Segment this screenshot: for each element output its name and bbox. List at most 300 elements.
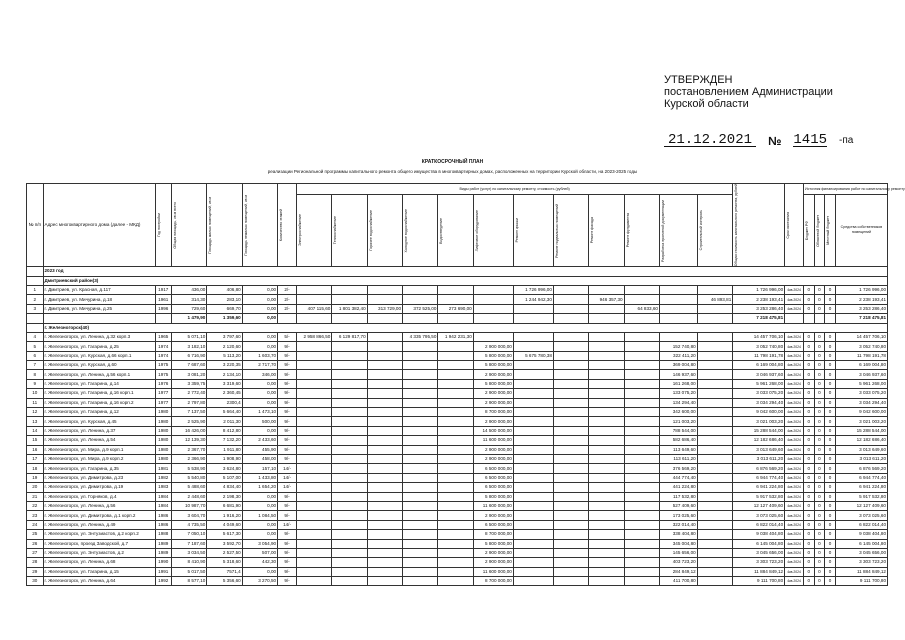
row-fund-local: 0 <box>825 351 836 360</box>
row-number: 27 <box>27 548 44 557</box>
header-work-11: Разработка проектной документации <box>660 199 665 262</box>
row-work-cost: 8 700 000,00 <box>473 408 513 417</box>
row-floors: 9/- <box>278 455 297 464</box>
row-work-cost <box>513 342 553 351</box>
row-term: 4кв.2024 <box>785 417 804 426</box>
row-address: г. Железногорск, ул. Ленина, д.56 <box>43 501 155 510</box>
row-address: г. Дмитриев, ул. Мичурина, д.25 <box>43 304 155 313</box>
row-work-cost <box>553 342 588 351</box>
row-work-cost <box>659 295 697 304</box>
row-term: 4кв.2024 <box>785 483 804 492</box>
row-floors: 9/- <box>278 539 297 548</box>
row-fund-local: 0 <box>825 539 836 548</box>
row-total-cost: 3 303 723,20 <box>733 558 785 567</box>
row-fund-federal: 0 <box>803 342 814 351</box>
header-work-10: Ремонт фундамента <box>625 213 630 248</box>
row-work-cost: 372 525,00 <box>403 304 438 313</box>
row-work-cost: 342 600,00 <box>659 408 697 417</box>
row-total-area: 3 182,10 <box>172 342 207 351</box>
row-work-cost <box>697 548 733 557</box>
row-work-cost: 6 500 000,00 <box>473 520 513 529</box>
row-fund-local: 0 <box>825 417 836 426</box>
row-fund-federal: 0 <box>803 351 814 360</box>
row-work-cost <box>332 408 367 417</box>
approval-line-1: УТВЕРЖДЕН <box>664 74 733 86</box>
row-work-cost: 11 600 000,00 <box>473 501 513 510</box>
row-work-cost <box>697 304 733 313</box>
row-work-cost <box>438 558 473 567</box>
row-floors: 9/- <box>278 530 297 539</box>
row-work-cost <box>553 370 588 379</box>
row-total-cost: 14 457 706,10 <box>733 332 785 341</box>
row-work-cost <box>332 379 367 388</box>
row-living-area: 2 360,45 <box>207 389 242 398</box>
row-term: 4кв.2024 <box>785 539 804 548</box>
row-work-cost: 788 544,00 <box>659 426 697 435</box>
row-address: г. Железногорск, ул. Курская, д.45 <box>43 417 155 426</box>
row-floors: 9/- <box>278 398 297 407</box>
row-work-cost <box>589 445 624 454</box>
approval-number: 1415 <box>793 132 828 148</box>
table-row <box>27 285 888 294</box>
row-address: г. Железногорск, ул. Горняков, д.4 <box>43 492 155 501</box>
row-number: 21 <box>27 492 44 501</box>
row-work-cost <box>589 577 624 586</box>
row-work-cost <box>296 426 331 435</box>
row-fund-owners: 3 046 937,60 <box>835 370 887 379</box>
subtotal-empty-cell <box>785 314 804 323</box>
table-row <box>27 548 888 557</box>
row-work-cost <box>624 455 659 464</box>
row-num-cell <box>27 267 44 276</box>
row-work-cost: 2 900 000,00 <box>473 445 513 454</box>
row-work-cost <box>589 417 624 426</box>
row-fund-federal: 0 <box>803 370 814 379</box>
row-work-cost <box>403 426 438 435</box>
row-living-area: 2 527,50 <box>207 548 242 557</box>
row-nonliving-area: 0,00 <box>242 304 277 313</box>
row-living-area: 5 107,00 <box>207 473 242 482</box>
row-work-cost <box>697 567 733 576</box>
row-total-cost: 11 798 191,78 <box>733 351 785 360</box>
row-work-cost <box>438 483 473 492</box>
row-term: 4кв.2024 <box>785 398 804 407</box>
row-fund-federal: 0 <box>803 389 814 398</box>
table-row <box>27 492 888 501</box>
row-total-area: 10 987,70 <box>172 501 207 510</box>
row-number: 18 <box>27 464 44 473</box>
row-work-cost <box>438 530 473 539</box>
row-work-cost: 6 500 000,00 <box>473 473 513 482</box>
approval-line-2: постановлением Администрации <box>664 86 833 98</box>
approval-date: 21.12.2021 <box>664 134 756 147</box>
row-work-cost <box>624 379 659 388</box>
row-work-cost: 284 849,12 <box>659 567 697 576</box>
row-floors: 2/- <box>278 304 297 313</box>
row-total-cost: 3 013 611,20 <box>733 455 785 464</box>
row-fund-regional: 0 <box>814 370 825 379</box>
row-fund-owners: 3 013 649,60 <box>835 445 887 454</box>
row-year: 1992 <box>155 577 172 586</box>
row-work-cost <box>332 511 367 520</box>
row-work-cost <box>589 464 624 473</box>
row-term: 4кв.2024 <box>785 370 804 379</box>
row-work-cost <box>296 539 331 548</box>
row-fund-federal: 0 <box>803 408 814 417</box>
row-term: 4кв.2024 <box>785 530 804 539</box>
row-address: г. Железногорск, ул. Ленина, д.37 <box>43 426 155 435</box>
header-floors: Количество этажей <box>279 209 284 242</box>
row-total-cost: 3 021 003,20 <box>733 417 785 426</box>
row-term: 4кв.2024 <box>785 492 804 501</box>
row-total-cost: 6 169 004,80 <box>733 361 785 370</box>
row-work-cost <box>403 483 438 492</box>
row-work-cost <box>697 473 733 482</box>
header-fund-4: Средства собственников помещений <box>835 194 887 266</box>
row-term: 4кв.2024 <box>785 548 804 557</box>
row-number: 7 <box>27 361 44 370</box>
row-work-cost <box>403 361 438 370</box>
row-living-area: 1 908,90 <box>207 455 242 464</box>
row-work-cost <box>403 295 438 304</box>
row-work-cost <box>589 285 624 294</box>
row-work-cost <box>697 577 733 586</box>
row-total-cost: 6 822 014,40 <box>733 520 785 529</box>
row-work-cost <box>624 511 659 520</box>
row-work-cost: 4 335 795,50 <box>403 332 438 341</box>
row-total-cost: 6 944 774,40 <box>733 473 785 482</box>
row-work-cost <box>697 379 733 388</box>
row-floors: 9/- <box>278 370 297 379</box>
row-fund-regional: 0 <box>814 361 825 370</box>
row-fund-regional: 0 <box>814 520 825 529</box>
row-work-cost <box>513 379 553 388</box>
table-row <box>27 295 888 304</box>
row-work-cost: 5 800 000,00 <box>473 492 513 501</box>
row-work-cost <box>624 332 659 341</box>
header-fund-2: Областной бюджет <box>815 214 820 247</box>
row-work-cost <box>513 370 553 379</box>
row-work-cost <box>589 539 624 548</box>
row-work-cost <box>296 577 331 586</box>
subtotal-work-cell <box>473 314 513 323</box>
row-work-cost <box>513 520 553 529</box>
row-fund-federal: 0 <box>803 426 814 435</box>
row-work-cost <box>513 501 553 510</box>
row-work-cost <box>697 408 733 417</box>
row-total-cost: 6 876 569,20 <box>733 464 785 473</box>
row-work-cost <box>367 361 402 370</box>
header-fund-3: Местный бюджет <box>826 216 831 245</box>
row-fund-regional: 0 <box>814 426 825 435</box>
table-row <box>27 501 888 510</box>
row-fund-federal: 0 <box>803 511 814 520</box>
row-year: 1980 <box>155 426 172 435</box>
row-total-cost: 6 941 224,80 <box>733 483 785 492</box>
row-work-cost <box>697 520 733 529</box>
row-work-cost <box>403 370 438 379</box>
row-number: 3 <box>27 304 44 313</box>
row-fund-regional: 0 <box>814 539 825 548</box>
row-work-cost <box>332 417 367 426</box>
row-work-cost <box>438 417 473 426</box>
row-work-cost <box>513 455 553 464</box>
row-fund-local: 0 <box>825 285 836 294</box>
row-fund-local: 0 <box>825 548 836 557</box>
header-work-12: Строительный контроль <box>698 210 703 251</box>
row-work-cost <box>403 492 438 501</box>
row-work-cost <box>473 285 513 294</box>
row-total-cost: 12 182 686,40 <box>733 436 785 445</box>
row-work-cost <box>296 379 331 388</box>
row-living-area: 3 624,80 <box>207 464 242 473</box>
table-row <box>27 511 888 520</box>
row-total-cost: 11 884 849,12 <box>733 567 785 576</box>
row-fund-owners: 3 013 611,20 <box>835 455 887 464</box>
row-work-cost <box>438 436 473 445</box>
row-fund-federal: 0 <box>803 417 814 426</box>
row-work-cost <box>697 351 733 360</box>
row-total-area: 5 071,10 <box>172 332 207 341</box>
table-row <box>27 436 888 445</box>
row-work-cost <box>332 530 367 539</box>
row-address: г. Железногорск, ул. Курская, д.60 <box>43 361 155 370</box>
row-work-cost <box>624 370 659 379</box>
row-work-cost <box>403 379 438 388</box>
row-fund-federal: 0 <box>803 577 814 586</box>
row-work-cost <box>403 530 438 539</box>
row-year: 1917 <box>155 285 172 294</box>
row-number: 22 <box>27 501 44 510</box>
row-total-area: 7 050,10 <box>172 530 207 539</box>
row-work-cost <box>367 408 402 417</box>
row-work-cost <box>659 304 697 313</box>
row-fund-local: 0 <box>825 511 836 520</box>
row-work-cost <box>589 558 624 567</box>
row-fund-regional: 0 <box>814 445 825 454</box>
row-term: 4кв.2024 <box>785 520 804 529</box>
row-work-cost <box>513 511 553 520</box>
row-fund-federal: 0 <box>803 361 814 370</box>
row-work-cost <box>296 473 331 482</box>
row-work-cost <box>367 548 402 557</box>
row-year: 1975 <box>155 361 172 370</box>
row-work-cost <box>438 426 473 435</box>
row-number: 28 <box>27 558 44 567</box>
row-work-cost <box>438 492 473 501</box>
subtotal-work-cell <box>553 314 588 323</box>
subtotal-owner-funds: 7 218 475,81 <box>835 314 887 323</box>
row-work-cost <box>367 492 402 501</box>
row-work-cost: 369 004,80 <box>659 361 697 370</box>
row-year: 1980 <box>155 445 172 454</box>
row-fund-local: 0 <box>825 370 836 379</box>
row-number: 25 <box>27 530 44 539</box>
row-term: 4кв.2024 <box>785 361 804 370</box>
row-work-cost: 146 937,60 <box>659 370 697 379</box>
row-work-cost: 5 800 000,00 <box>473 361 513 370</box>
row-work-cost <box>403 464 438 473</box>
row-work-cost <box>553 511 588 520</box>
subtotal-work-cell <box>624 314 659 323</box>
row-fund-federal: 0 <box>803 473 814 482</box>
row-work-cost <box>553 577 588 586</box>
row-fund-local: 0 <box>825 558 836 567</box>
row-work-cost <box>403 436 438 445</box>
row-floors: 14/- <box>278 464 297 473</box>
row-total-cost: 5 917 532,80 <box>733 492 785 501</box>
row-term: 4кв.2024 <box>785 351 804 360</box>
row-term: 4кв.2024 <box>785 558 804 567</box>
row-nonliving-area: 0,00 <box>242 501 277 510</box>
row-work-cost: 1 726 996,00 <box>513 285 553 294</box>
plan-table-body <box>27 267 888 586</box>
subtotal-work-cell <box>659 314 697 323</box>
row-fund-regional: 0 <box>814 295 825 304</box>
row-work-cost <box>513 389 553 398</box>
row-work-cost <box>367 520 402 529</box>
row-work-cost <box>332 445 367 454</box>
row-total-area: 2 525,90 <box>172 417 207 426</box>
row-work-cost: 376 569,20 <box>659 464 697 473</box>
row-work-cost <box>367 370 402 379</box>
row-work-cost <box>697 398 733 407</box>
row-total-cost: 3 013 649,60 <box>733 445 785 454</box>
row-number: 6 <box>27 351 44 360</box>
row-nonliving-area: 3 270,50 <box>242 577 277 586</box>
row-fund-local: 0 <box>825 501 836 510</box>
row-work-cost <box>697 483 733 492</box>
row-fund-local: 0 <box>825 455 836 464</box>
row-work-cost <box>332 577 367 586</box>
row-work-cost <box>367 295 402 304</box>
row-work-cost <box>659 332 697 341</box>
table-row <box>27 455 888 464</box>
row-work-cost <box>553 548 588 557</box>
row-work-cost <box>332 567 367 576</box>
row-fund-regional: 0 <box>814 417 825 426</box>
row-fund-local: 0 <box>825 445 836 454</box>
row-nonliving-area: 507,00 <box>242 548 277 557</box>
row-fund-regional: 0 <box>814 408 825 417</box>
row-fund-federal: 0 <box>803 567 814 576</box>
row-work-cost <box>624 361 659 370</box>
row-fund-owners: 9 111 700,80 <box>835 577 887 586</box>
table-row <box>27 567 888 576</box>
row-work-cost <box>367 558 402 567</box>
row-living-area: 2 120,60 <box>207 342 242 351</box>
row-living-area: 7 132,20 <box>207 436 242 445</box>
row-term: 4кв.2024 <box>785 285 804 294</box>
row-nonliving-area: 0,00 <box>242 567 277 576</box>
row-work-cost <box>624 539 659 548</box>
row-work-cost <box>332 539 367 548</box>
row-work-cost <box>296 501 331 510</box>
row-work-cost <box>513 426 553 435</box>
row-work-cost <box>296 548 331 557</box>
row-living-area: 7571,4 <box>207 567 242 576</box>
row-total-cost: 3 034 294,40 <box>733 398 785 407</box>
row-work-cost: 152 740,80 <box>659 342 697 351</box>
row-work-cost <box>513 408 553 417</box>
row-work-cost <box>367 436 402 445</box>
row-work-cost <box>697 455 733 464</box>
table-row <box>27 398 888 407</box>
row-total-area: 3 359,75 <box>172 379 207 388</box>
row-term: 4кв.2024 <box>785 445 804 454</box>
table-row <box>27 539 888 548</box>
approval-signature <box>664 134 853 147</box>
row-address: г. Железногорск, ул. Гагарина, д.25 <box>43 342 155 351</box>
row-work-cost <box>589 455 624 464</box>
row-work-cost <box>697 530 733 539</box>
row-fund-regional: 0 <box>814 351 825 360</box>
row-work-cost <box>624 445 659 454</box>
row-work-cost: 582 686,40 <box>659 436 697 445</box>
row-work-cost <box>624 408 659 417</box>
row-living-area: 2 134,10 <box>207 370 242 379</box>
table-row <box>27 389 888 398</box>
row-fund-federal: 0 <box>803 379 814 388</box>
row-work-cost: 11 600 000,00 <box>473 567 513 576</box>
row-work-cost <box>367 567 402 576</box>
row-work-cost: 273 690,00 <box>438 304 473 313</box>
row-work-cost <box>513 567 553 576</box>
row-work-cost: 322 014,40 <box>659 520 697 529</box>
row-fund-owners: 3 045 656,00 <box>835 548 887 557</box>
row-work-cost <box>624 520 659 529</box>
table-row <box>27 426 888 435</box>
row-fund-local: 0 <box>825 567 836 576</box>
row-work-cost <box>624 492 659 501</box>
row-work-cost <box>473 332 513 341</box>
row-work-cost <box>296 558 331 567</box>
row-nonliving-area: 0,00 <box>242 520 277 529</box>
row-year: 1975 <box>155 370 172 379</box>
row-fund-local: 0 <box>825 464 836 473</box>
row-number: 14 <box>27 426 44 435</box>
row-address: г. Железногорск, ул. Димитрова, д.1 корп.2 <box>43 511 155 520</box>
row-total-area: 5 017,50 <box>172 567 207 576</box>
row-term: 4кв.2024 <box>785 473 804 482</box>
section-row <box>27 276 888 285</box>
row-work-cost <box>296 567 331 576</box>
row-fund-regional: 0 <box>814 501 825 510</box>
row-work-cost <box>367 398 402 407</box>
row-total-cost: 9 111 700,80 <box>733 577 785 586</box>
row-work-cost <box>332 370 367 379</box>
row-fund-local: 0 <box>825 577 836 586</box>
row-fund-federal: 0 <box>803 520 814 529</box>
row-work-cost <box>367 473 402 482</box>
row-work-cost <box>697 501 733 510</box>
row-work-cost <box>513 473 553 482</box>
row-total-area: 2 797,80 <box>172 398 207 407</box>
row-work-cost <box>513 530 553 539</box>
row-floors: 9/- <box>278 511 297 520</box>
row-total-area: 7 187,60 <box>172 539 207 548</box>
row-work-cost <box>624 389 659 398</box>
row-fund-federal: 0 <box>803 464 814 473</box>
row-work-cost <box>438 285 473 294</box>
row-nonliving-area: 1 603,70 <box>242 351 277 360</box>
header-work-5: Водоотведение <box>439 217 444 244</box>
row-floors: 14/- <box>278 473 297 482</box>
row-work-cost <box>403 285 438 294</box>
row-year: 1988 <box>155 530 172 539</box>
row-work-cost <box>438 361 473 370</box>
row-work-cost <box>513 304 553 313</box>
